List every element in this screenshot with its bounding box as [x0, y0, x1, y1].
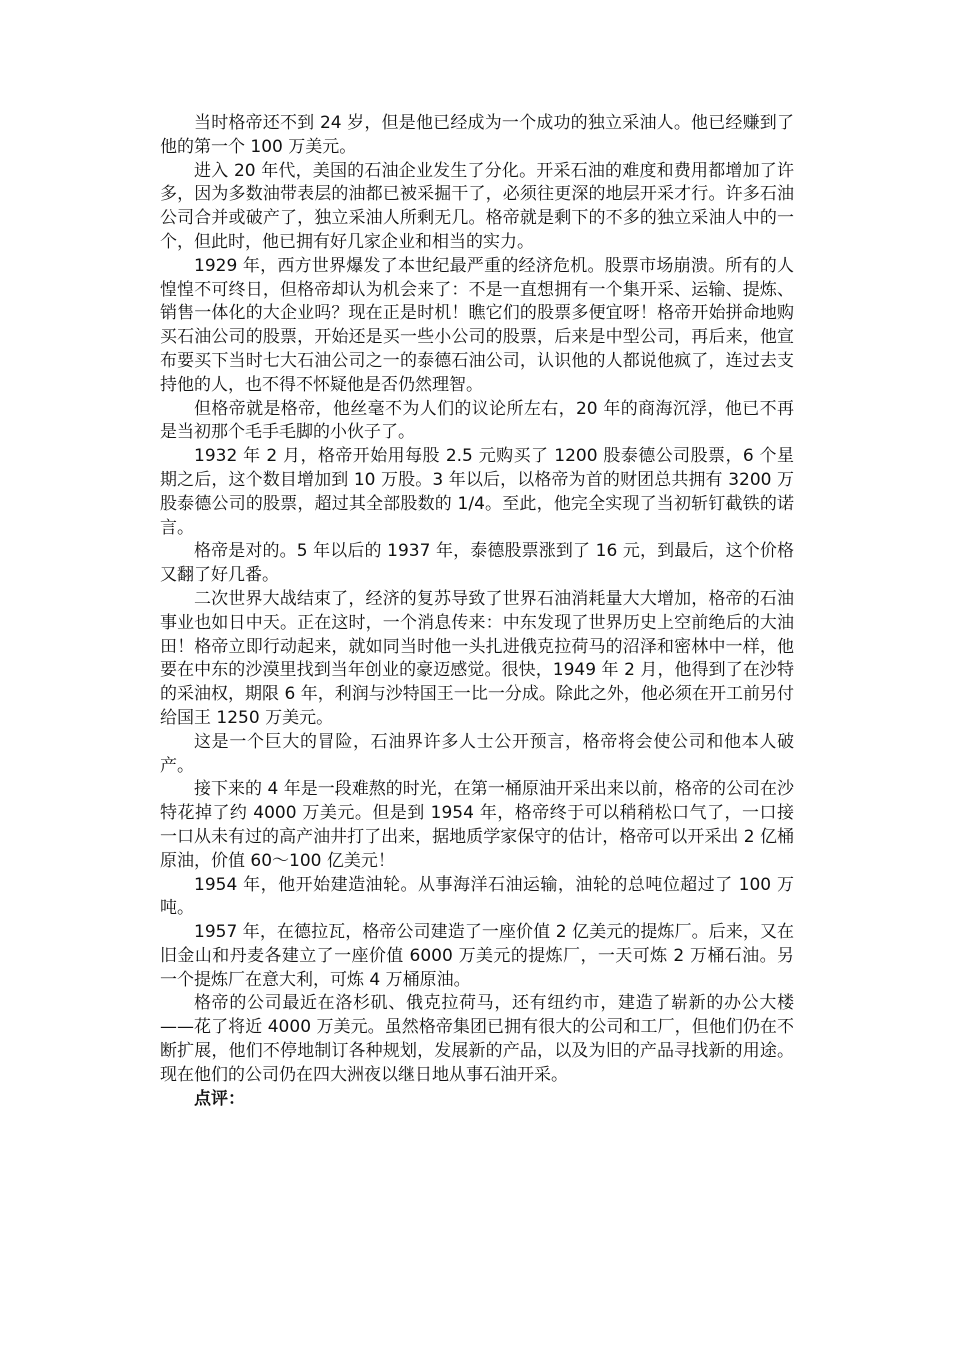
paragraph-6: 格帝是对的。5 年以后的 1937 年，泰德股票涨到了 16 元，到最后，这个价格又翻了好几番。	[160, 541, 794, 586]
paragraph-11: 1957 年，在德拉瓦，格帝公司建造了一座价值 2 亿美元的提炼厂。后来，又在旧金山和丹麦各建立了一座价值 6000 万美元的提炼厂，一天可炼 2 万桶石油。另一个提炼厂在意大利，可炼 4 万桶原油。	[160, 922, 794, 990]
paragraph-9: 接下来的 4 年是一段难熬的时光，在第一桶原油开采出来以前，格帝的公司在沙特花掉了约 4000 万美元。但是到 1954 年，格帝终于可以稍稍松口气了，一口接一口从未有过的高产油井打了出来，据地质学家保守的估计，格帝可以开采出 2 亿桶原油，价值 60～100 亿美元！	[160, 779, 794, 871]
review-heading: 点评：	[194, 1088, 245, 1109]
paragraph-8: 这是一个巨大的冒险，石油界许多人士公开预言，格帝将会使公司和他本人破产。	[160, 731, 794, 776]
paragraph-5: 1932 年 2 月，格帝开始用每股 2.5 元购买了 1200 股泰德公司股票，6 个星期之后，这个数目增加到 10 万股。3 年以后，以格帝为首的财团总共拥有 3200 万股泰德公司的股票，超过其全部股数的 1/4。至此，他完全实现了当初斩钉截铁的诺言。	[160, 446, 794, 538]
paragraph-1: 当时格帝还不到 24 岁，但是他已经成为一个成功的独立采油人。他已经赚到了他的第一个 100 万美元。	[160, 113, 794, 157]
paragraph-10: 1954 年，他开始建造油轮。从事海洋石油运输，油轮的总吨位超过了 100 万吨。	[160, 874, 794, 919]
paragraph-7: 二次世界大战结束了，经济的复苏导致了世界石油消耗量大大增加，格帝的石油事业也如日中天。正在这时，一个消息传来：中东发现了世界历史上空前绝后的大油田！格帝立即行动起来，就如同当时他一头扎进俄克拉荷马的沼泽和密林中一样，他要在中东的沙漠里找到当年创业的豪迈感觉。很快，1949 年 2 月，他得到了在沙特的采油权，期限 6 年，利润与沙特国王一比一分成。除此之外，他必须在开工前另付给国王 1250 万美元。	[160, 588, 794, 728]
document-page	[160, 112, 794, 1111]
paragraph-2: 进入 20 年代，美国的石油企业发生了分化。开采石油的难度和费用都增加了许多，因为多数油带表层的油都已被采掘干了，必须往更深的地层开采才行。许多石油公司合并或破产了，独立采油人所剩无几。格帝就是剩下的不多的独立采油人中的一个，但此时，他已拥有好几家企业和相当的实力。	[160, 160, 794, 252]
paragraph-3: 1929 年，西方世界爆发了本世纪最严重的经济危机。股票市场崩溃。所有的人惶惶不可终日，但格帝却认为机会来了：不是一直想拥有一个集开采、运输、提炼、销售一体化的大企业吗？现在正是时机！瞧它们的股票多便宜呀！格帝开始拼命地购买石油公司的股票，开始还是买一些小公司的股票，后来是中型公司，再后来，他宣布要买下当时七大石油公司之一的泰德石油公司，认识他的人都说他疯了，连过去支持他的人，也不得不怀疑他是否仍然理智。	[160, 255, 794, 395]
paragraph-4: 但格帝就是格帝，他丝毫不为人们的议论所左右，20 年的商海沉浮，他已不再是当初那个毛手毛脚的小伙子了。	[160, 398, 794, 443]
paragraph-12: 格帝的公司最近在洛杉矶、俄克拉荷马，还有纽约市，建造了崭新的办公大楼——花了将近 4000 万美元。虽然格帝集团已拥有很大的公司和工厂，但他们仍在不断扩展，他们不停地制订各种规划，发展新的产品，以及为旧的产品寻找新的用途。现在他们的公司仍在四大洲夜以继日地从事石油开采。	[160, 993, 794, 1085]
